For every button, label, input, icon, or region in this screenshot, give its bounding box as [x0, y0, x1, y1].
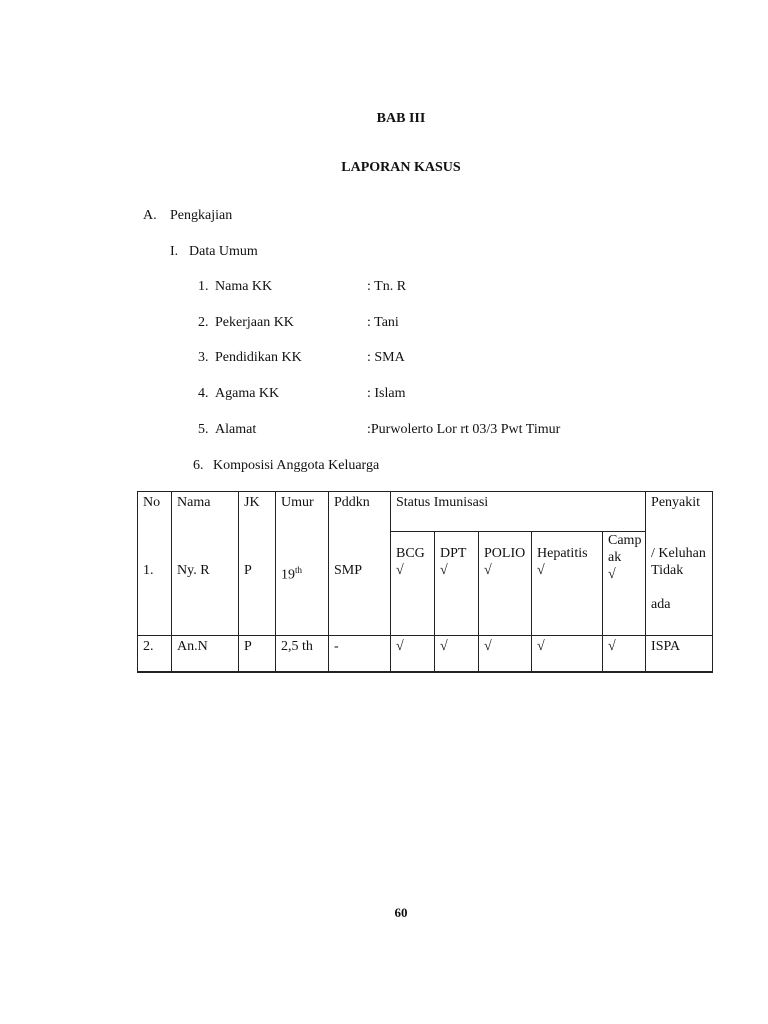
field-value-pekerjaan-kk: : Tani	[367, 315, 399, 330]
field-label-alamat: Alamat	[215, 422, 257, 437]
table-cell: 2.	[138, 636, 172, 672]
section-i-marker: I.	[170, 244, 179, 259]
check-mark: √	[537, 563, 545, 578]
header-no: No 1.	[138, 492, 172, 636]
field-label-pekerjaan-kk: Pekerjaan KK	[215, 315, 294, 330]
section-i-label: Data Umum	[189, 244, 258, 259]
field-no: 4.	[198, 386, 209, 401]
table-cell: P	[239, 636, 276, 672]
field-no: 5.	[198, 422, 209, 437]
check-mark: √	[532, 636, 603, 672]
table-cell: ada	[651, 597, 671, 612]
table-row	[138, 636, 713, 672]
header-pddkn: Pddkn SMP	[329, 492, 391, 636]
page-number: 60	[394, 905, 408, 920]
check-mark: √	[440, 563, 448, 578]
field-value-nama-kk: : Tn. R	[367, 279, 407, 294]
header-nama: Nama Ny. R	[172, 492, 239, 636]
table-cell: An.N	[172, 636, 239, 672]
report-title: LAPORAN KASUS	[341, 160, 461, 175]
check-mark: √	[391, 636, 435, 672]
header-penyakit: Penyakit / Keluhan Tidak ada	[646, 492, 713, 636]
item6-no: 6.	[193, 458, 204, 473]
check-mark: √	[396, 563, 404, 578]
imun-hepatitis: Hepatitis √	[532, 532, 603, 636]
table-cell: Tidak	[651, 563, 684, 578]
table-cell: ISPA	[646, 636, 713, 672]
table-header-row	[138, 492, 713, 532]
table-cell: P	[244, 563, 252, 578]
field-no: 3.	[198, 350, 209, 365]
field-label-agama-kk: Agama KK	[215, 386, 280, 401]
family-composition-table	[137, 491, 713, 673]
field-label-nama-kk: Nama KK	[215, 279, 273, 294]
chapter-heading: BAB III	[376, 111, 426, 126]
header-status-imunisasi: Status Imunisasi	[391, 492, 646, 532]
item6-label: Komposisi Anggota Keluarga	[213, 458, 380, 473]
header-umur: Umur 19th	[276, 492, 329, 636]
check-mark: √	[435, 636, 479, 672]
imun-dpt: DPT √	[435, 532, 479, 636]
field-value-alamat: :Purwolerto Lor rt 03/3 Pwt Timur	[367, 422, 561, 437]
check-mark: √	[479, 636, 532, 672]
field-label-pendidikan-kk: Pendidikan KK	[215, 350, 302, 365]
table-cell: 19	[281, 567, 295, 583]
table-cell-sup: th	[295, 565, 303, 575]
table-cell: SMP	[334, 563, 363, 578]
field-no: 1.	[198, 279, 209, 294]
table-cell: -	[329, 636, 391, 672]
table-cell: 1.	[143, 563, 154, 578]
check-mark: √	[603, 636, 646, 672]
section-a-label: Pengkajian	[170, 208, 233, 223]
check-mark: √	[484, 563, 492, 578]
header-jk: JK P	[239, 492, 276, 636]
field-value-pendidikan-kk: : SMA	[367, 350, 405, 365]
imun-campak: Camp ak √	[603, 532, 646, 636]
table-cell: 2,5 th	[276, 636, 329, 672]
imun-bcg: BCG √	[391, 532, 435, 636]
field-value-agama-kk: : Islam	[367, 386, 406, 401]
check-mark: √	[608, 567, 616, 582]
section-a-marker: A.	[143, 208, 157, 223]
imun-polio: POLIO √	[479, 532, 532, 636]
field-no: 2.	[198, 315, 209, 330]
table-cell: Ny. R	[177, 563, 210, 578]
